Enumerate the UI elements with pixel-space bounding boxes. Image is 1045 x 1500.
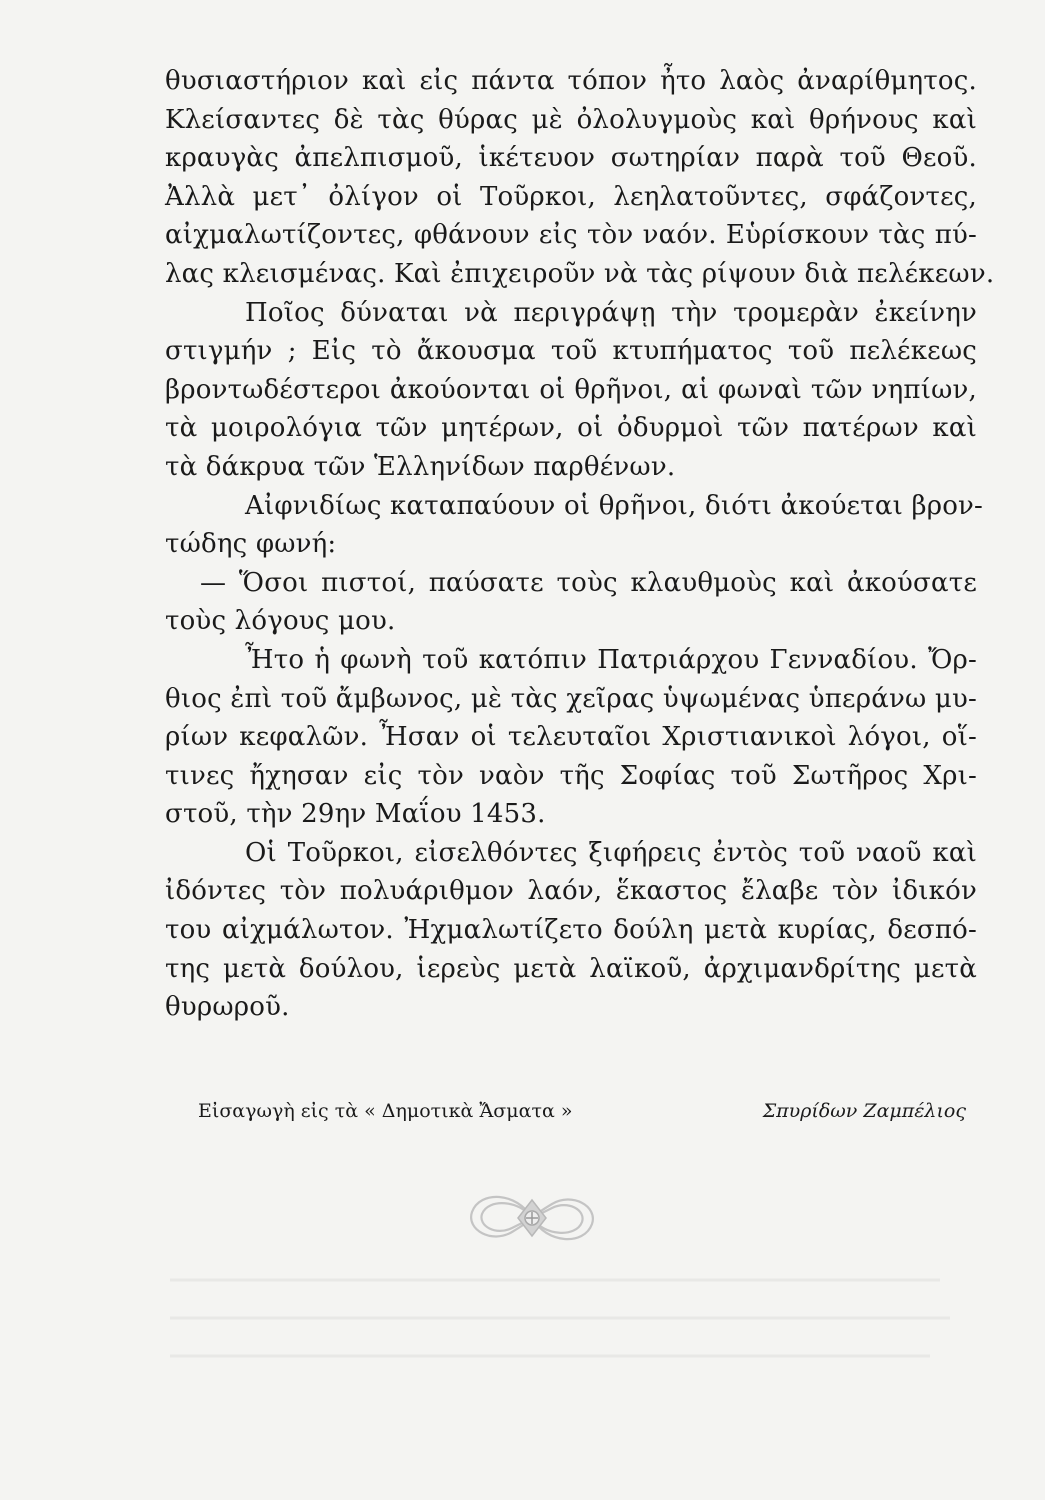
text-line: τινες ἤχησαν εἰς τὸν ναὸν τῆς Σοφίας τοῦ Σωτῆρος Χρι-: [165, 760, 977, 791]
text-line: Ἀλλὰ μετ᾽ ὀλίγον οἱ Τοῦρκοι, λεηλατοῦντες, σφάζοντες,: [165, 181, 977, 212]
text-line: Ποῖος δύναται νὰ περιγράψῃ τὴν τρομερὰν ἐκείνην: [245, 297, 977, 328]
text-line: Ἦτο ἡ φωνὴ τοῦ κατόπιν Πατριάρχου Γενναδίου. Ὄρ-: [245, 644, 977, 675]
text-line: Οἱ Τοῦρκοι, εἰσελθόντες ξιφήρεις ἐντὸς τοῦ ναοῦ καὶ: [245, 837, 977, 868]
page-bleed-through: [150, 1260, 970, 1400]
text-line: της μετὰ δούλου, ἱερεὺς μετὰ λαϊκοῦ, ἀρχιμανδρίτης μετὰ: [165, 953, 977, 984]
text-line: κραυγὰς ἀπελπισμοῦ, ἱκέτευον σωτηρίαν παρὰ τοῦ Θεοῦ.: [165, 143, 977, 174]
text-line: Κλείσαντες δὲ τὰς θύρας μὲ ὀλολυγμοὺς καὶ θρήνους καὶ: [165, 104, 977, 135]
text-line: στιγμήν ; Εἰς τὸ ἄκουσμα τοῦ κτυπήματος τοῦ πελέκεως: [165, 336, 977, 367]
text-line: αἰχμαλωτίζοντες, φθάνουν εἰς τὸν ναόν. Εὑρίσκουν τὰς πύ-: [165, 220, 977, 251]
author-name: Σπυρίδων Ζαμπέλιος: [762, 1100, 966, 1122]
knot-ornament-icon: [462, 1182, 602, 1254]
text-line: θυσιαστήριον καὶ εἰς πάντα τόπον ἦτο λαὸς ἀναρίθμητος.: [165, 66, 977, 96]
text-line: θυρωροῦ.: [165, 992, 290, 1023]
source-citation: Εἰσαγωγὴ εἰς τὰ « Δημοτικὰ Ἄσματα »: [198, 1100, 573, 1122]
text-line: ἰδόντες τὸν πολυάριθμον λαόν, ἕκαστος ἔλαβε τὸν ἰδικόν: [165, 876, 977, 907]
text-line: λας κλεισμένας. Καὶ ἐπιχειροῦν νὰ τὰς ρίψουν διὰ πελέκεων.: [165, 258, 995, 289]
text-line: θιος ἐπὶ τοῦ ἄμβωνος, μὲ τὰς χεῖρας ὑψωμένας ὑπεράνω μυ-: [165, 683, 977, 714]
text-line: βροντωδέστεροι ἀκούονται οἱ θρῆνοι, αἱ φωναὶ τῶν νηπίων,: [165, 374, 977, 405]
text-line: Αἰφνιδίως καταπαύουν οἱ θρῆνοι, διότι ἀκούεται βρον-: [245, 490, 984, 521]
text-line: στοῦ, τὴν 29ην Μαΐου 1453.: [165, 799, 546, 830]
text-line: τώδης φωνή:: [165, 529, 337, 560]
text-line: τὰ δάκρυα τῶν Ἑλληνίδων παρθένων.: [165, 451, 676, 482]
body-text: [165, 62, 995, 1027]
text-line: τοὺς λόγους μου.: [165, 606, 396, 637]
text-line: ρίων κεφαλῶν. Ἦσαν οἱ τελευταῖοι Χριστιανικοὶ λόγοι, οἵ-: [165, 722, 977, 753]
text-line: — Ὅσοι πιστοί, παύσατε τοὺς κλαυθμοὺς καὶ ἀκούσατε: [200, 567, 977, 598]
text-line: του αἰχμάλωτον. Ἠχμαλωτίζετο δούλη μετὰ κυρίας, δεσπό-: [165, 915, 977, 946]
text-line: τὰ μοιρολόγια τῶν μητέρων, οἱ ὀδυρμοὶ τῶν πατέρων καὶ: [165, 413, 977, 444]
attribution: [198, 1100, 966, 1130]
